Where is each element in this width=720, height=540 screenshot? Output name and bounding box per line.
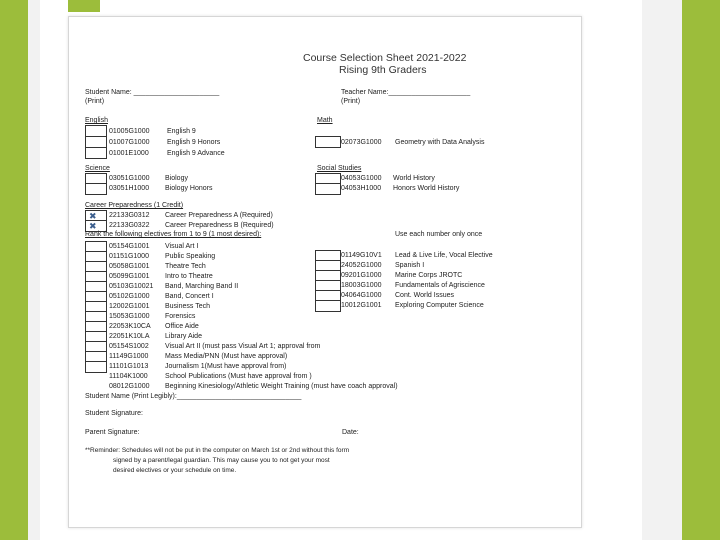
sheet-subtitle: Rising 9th Graders [339, 64, 427, 76]
course-name: Visual Art II (must pass Visual Art 1; approval from [165, 343, 321, 350]
social-studies-heading: Social Studies [317, 165, 362, 172]
course-code: 01151G1000 [109, 253, 149, 260]
course-name: Band, Marching Band II [165, 283, 239, 290]
course-name: World History [393, 175, 435, 182]
course-code: 11149G1000 [109, 353, 149, 360]
electives-note: Use each number only once [395, 231, 483, 238]
course-name: Fundamentals of Agriscience [395, 282, 485, 289]
course-name: Geometry with Data Analysis [395, 139, 485, 146]
sheet-title: Course Selection Sheet 2021-2022 [303, 52, 467, 64]
course-name: Exploring Computer Science [395, 302, 484, 309]
math-heading: Math [317, 117, 333, 124]
checked-x-icon: ✖ [89, 211, 97, 221]
checked-x-icon: ✖ [89, 221, 97, 231]
student-name-label: Student Name: ______________________ [85, 89, 220, 96]
course-code: 05058G1001 [109, 263, 150, 270]
course-name: Journalism 1(Must have approval from) [165, 363, 287, 370]
science-heading: Science [85, 165, 110, 172]
course-name: Office Aide [165, 323, 199, 330]
english-checkbox[interactable] [85, 147, 107, 159]
course-name: English 9 [167, 128, 196, 135]
course-name: Forensics [165, 313, 196, 320]
reminder-line-3: desired electives or your schedule on time. [113, 467, 237, 474]
course-name: Biology [165, 175, 188, 182]
reminder-line-2: signed by a parent/legal guardian. This may cause you to not get your most [113, 457, 330, 464]
course-code: 05154S1002 [109, 343, 149, 350]
course-code: 09201G1000 [341, 272, 382, 279]
course-code: 05102G1000 [109, 293, 150, 300]
course-name: Band, Concert I [165, 293, 214, 300]
course-name: Marine Corps JROTC [395, 272, 463, 279]
science-checkbox[interactable] [85, 183, 107, 195]
social-studies-checkbox[interactable] [315, 183, 341, 195]
course-name: Visual Art I [165, 243, 199, 250]
course-code: 22051K10LA [109, 333, 150, 340]
course-name: Beginning Kinesiology/Athletic Weight Training (must have coach approval) [165, 383, 398, 390]
course-code: 01149G10V1 [341, 252, 382, 259]
course-code: 10012G1001 [341, 302, 382, 309]
student-name-hint: (Print) [85, 98, 105, 105]
course-code: 05103G10021 [109, 283, 154, 290]
course-name: Business Tech [165, 303, 211, 310]
elective-rank-box[interactable] [85, 361, 107, 373]
course-name: Spanish I [395, 262, 425, 269]
teacher-name-label: Teacher Name:_____________________ [341, 89, 471, 96]
course-code: 05154G1001 [109, 243, 150, 250]
course-code: 01001E1000 [109, 150, 149, 157]
course-code: 03051G1000 [109, 175, 150, 182]
course-name: English 9 Honors [167, 139, 221, 146]
course-code: 03051H1000 [109, 185, 150, 192]
course-code: 15053G1000 [109, 313, 150, 320]
course-code: 22053K10CA [109, 323, 151, 330]
course-code: 11101G1013 [109, 363, 149, 370]
course-name: Public Speaking [165, 253, 216, 260]
course-name: Library Aide [165, 333, 202, 340]
english-heading: English [85, 117, 108, 124]
course-name: Honors World History [393, 185, 460, 192]
course-code: 01005G1000 [109, 128, 150, 135]
course-code: 18003G1000 [341, 282, 382, 289]
course-name: Lead & Live Life, Vocal Elective [395, 252, 493, 259]
electives-heading: Rank the following electives from 1 to 9 (1 most desired): [85, 231, 262, 238]
course-name: Mass Media/PNN (Must have approval) [165, 353, 288, 360]
course-selection-sheet [68, 16, 582, 528]
course-code: 05099G1001 [109, 273, 150, 280]
course-code: 02073G1000 [341, 139, 382, 146]
course-code: 24052G1000 [341, 262, 382, 269]
course-code: 04053G1000 [341, 175, 382, 182]
course-code: 22133G0312 [109, 212, 150, 219]
course-name: Career Preparedness A (Required) [165, 212, 273, 219]
right-accent-bar [682, 0, 720, 540]
course-code: 01007G1000 [109, 139, 150, 146]
course-code: 12002G1001 [109, 303, 150, 310]
reminder-line-1: **Reminder: Schedules will not be put in the computer on March 1st or 2nd without this form [85, 447, 350, 454]
course-name: Intro to Theatre [165, 273, 213, 280]
student-signature-label: Student Signature: [85, 410, 143, 417]
course-code: 22133G0322 [109, 222, 150, 229]
course-name: Biology Honors [165, 185, 213, 192]
course-name: Cont. World Issues [395, 292, 455, 299]
career-heading: Career Preparedness (1 Credit) [85, 202, 184, 209]
course-code: 04053H1000 [341, 185, 382, 192]
left-margin-strip [28, 0, 40, 540]
course-name: School Publications (Must have approval from ) [165, 373, 312, 380]
date-label: Date: [342, 429, 359, 436]
course-code: 11104K1000 [109, 373, 148, 380]
course-name: Theatre Tech [165, 263, 206, 270]
student-print-name-line: Student Name (Print Legibly):________________________________ [85, 393, 302, 400]
math-checkbox[interactable] [315, 136, 341, 148]
course-name: Career Preparedness B (Required) [165, 222, 274, 229]
left-accent-bar [0, 0, 28, 540]
teacher-name-hint: (Print) [341, 98, 361, 105]
course-code: 04064G1000 [341, 292, 382, 299]
course-name: English 9 Advance [167, 150, 225, 157]
elective-rank-box[interactable] [315, 300, 341, 312]
top-accent-tab [68, 0, 100, 12]
course-code: 08012G1000 [109, 383, 150, 390]
parent-signature-label: Parent Signature: [85, 429, 140, 436]
right-margin-strip [642, 0, 682, 540]
